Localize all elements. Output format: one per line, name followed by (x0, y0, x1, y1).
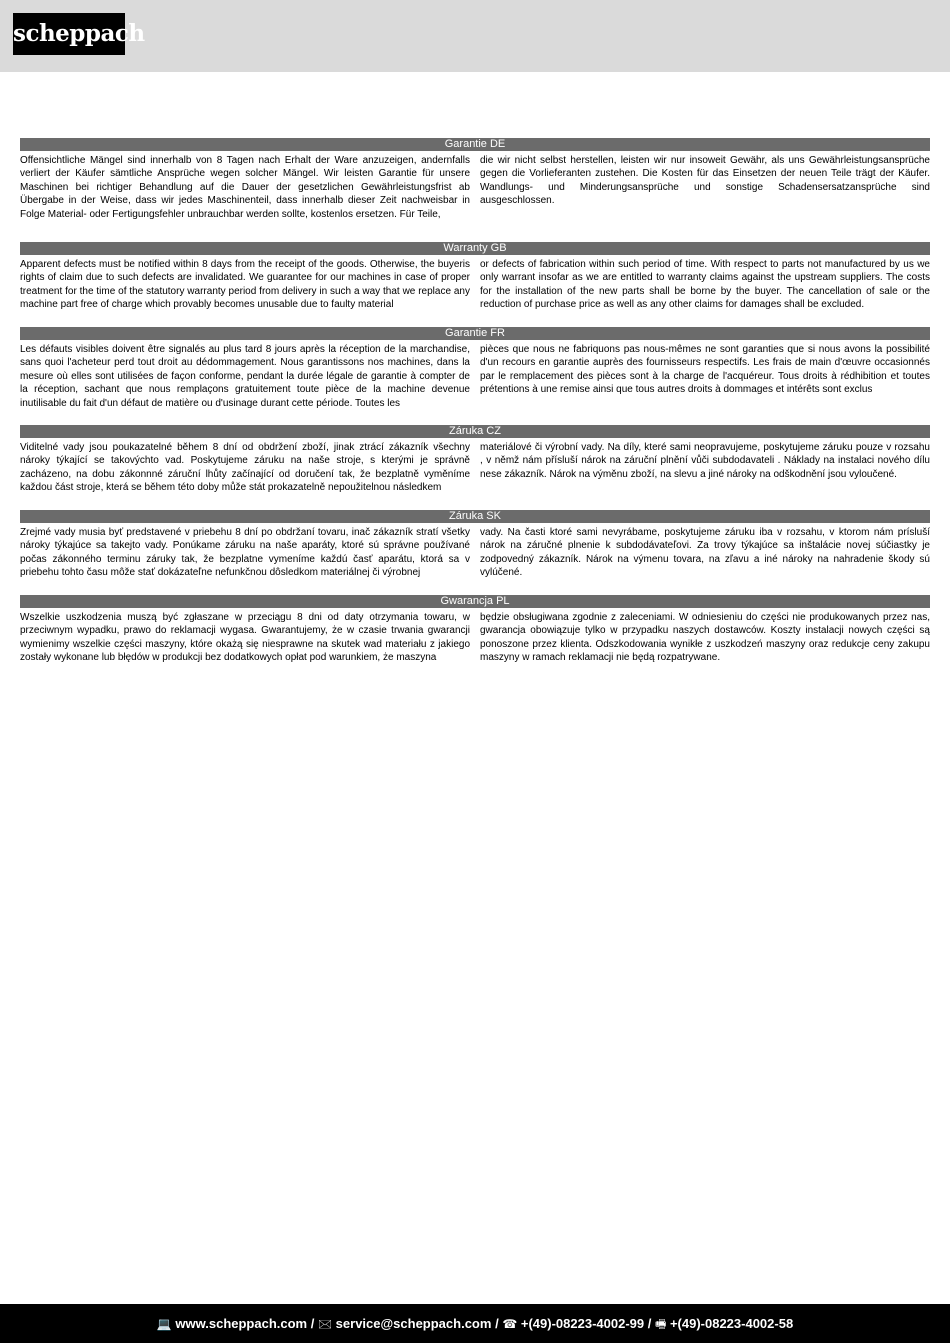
section-body (20, 526, 930, 580)
section-text-left: Offensichtliche Mängel sind innerhalb von 8 Tagen nach Erhalt der Ware anzuzeigen, andernfalls verliert der Käufer sämtliche Ansprüche wegen solcher Mängel. Wir leisten Garantie für unsere Maschinen bei richtiger Behandlung auf die Dauer der gesetzlichen Gewährleistungsfrist ab Übergabe in der Weise, dass wir jedes Maschinenteil, dass innerhalb dieser Zeit nachweisbar in Folge Material- oder Fertigungsfehler unbrauchbar werden sollte, kostenlos ersetzen. Für Teile, (20, 155, 470, 220)
email-link[interactable]: service@scheppach.com (335, 1316, 492, 1331)
section-body (20, 258, 930, 312)
fax-number: +(49)-08223-4002-58 (669, 1316, 794, 1331)
section-text-left: Apparent defects must be notified within 8 days from the receipt of the goods. Otherwise, the buyeris rights of claim due to such defects are invalidated. We guarantee for our machines in case of proper treatment for the time of the statutory warranty period from delivery in such a way that we replace any machine part free of charge which provably becomes unusable due to faulty material (20, 259, 470, 311)
section-title: Warranty GB (20, 242, 930, 255)
section-title: Garantie FR (20, 327, 930, 340)
section-garantie-de (20, 138, 930, 221)
section-text-left: Wszelkie uszkodzenia muszą być zgłaszane w przeciągu 8 dni od daty otrzymania towaru, w przeciwnym wypadku, prawo do reklamacji wygasa. Gwarantujemy, że w czasie trwania gwarancji wymienimy wszelkie części maszyny, które okażą się niesprawne na skutek wad materiału z jakiego zostały wykonane lub błędów w produkcji bez dodatkowych opłat pod warunkiem, że maszyna (20, 612, 470, 664)
section-body (20, 343, 930, 410)
section-title: Záruka CZ (20, 425, 930, 438)
section-zaruka-cz (20, 425, 930, 495)
phone-number[interactable]: +(49)-08223-4002-99 (520, 1316, 645, 1331)
header-band (0, 0, 950, 72)
section-body (20, 154, 930, 221)
scheppach-logo: scheppach (13, 13, 125, 55)
section-text-right: materiálové či výrobní vady. Na díly, které sami neopravujeme, poskytujeme záruku pouze v rozsahu , v němž nám přísluší nárok na záruční plnění vůči subdodavateli . Náklady na instalaci nového dílu nese zákazník. Nárok na výměnu zboží, na slevu a jiné nároky na odškodnění jsou vyloučené. (480, 442, 930, 480)
section-gwarancja-pl (20, 595, 930, 665)
section-title: Gwarancja PL (20, 595, 930, 608)
website-link[interactable]: www.scheppach.com (175, 1316, 308, 1331)
computer-icon: 💻 (156, 1317, 172, 1331)
section-garantie-fr (20, 327, 930, 410)
section-warranty-gb (20, 242, 930, 312)
section-title: Záruka SK (20, 510, 930, 523)
section-body (20, 441, 930, 495)
phone-icon: ☎ (502, 1317, 518, 1331)
section-title: Garantie DE (20, 138, 930, 151)
separator: / (495, 1316, 499, 1331)
fax-icon: 🖷 (655, 1317, 667, 1331)
contact-footer (0, 1304, 950, 1343)
section-text-right: będzie obsługiwana zgodnie z zaleceniami. W odniesieniu do części nie produkowanych przez nas, gwarancja obowiązuje tylko w przypadku naszych dostawców. Koszty instalacji nowych części są ponoszone przez klienta. Odszkodowania wynikłe z uszkodzeń maszyny oraz redukcje ceny zakupu maszyny w ramach reklamacji nie będą rozpatrywane. (480, 612, 930, 664)
separator: / (647, 1316, 652, 1331)
section-text-left: Viditelné vady jsou poukazatelné během 8 dní od obdržení zboží, jinak ztrácí zákazník všechny nároky týkající se takovýchto vad. Poskytujeme záruku na naše stroje, s kterými je správně zacházeno, na dobu zákonnné záruční lhůty začínající od doručení tak, že bezplatně vyměníme každou část stroje, která se během této doby může stát prokazatelně nepoužitelnou následkem (20, 442, 470, 494)
separator: / (310, 1316, 315, 1331)
section-text-right: vady. Na časti ktoré sami nevyrábame, poskytujeme záruku iba v rozsahu, v ktorom nám prísluší nárok na záručné plnenie k subdodávateľovi. Za trovy týkajúce sa inštalácie novej súčiastky je zodpovedný zákazník. Nárok na výmenu tovara, na zľavu a iné nároky na nahradenie škody sú vylúčené. (480, 527, 930, 579)
section-zaruka-sk (20, 510, 930, 580)
section-text-right: die wir nicht selbst herstellen, leisten wir nur insoweit Gewähr, als uns Gewährleistungsansprüche gegen die Vorlieferanten zustehen. Die Kosten für das Einsetzen der neuen Teile trägt der Käufer. Wandlungs- und Minderungsansprüche und sonstige Schadensersatzansprüche sind ausgeschlossen. (480, 155, 930, 207)
section-text-right: or defects of fabrication within such period of time. With respect to parts not manufactured by us we only warrant insofar as we are entitled to warranty claims against the upstream suppliers. The costs for the installation of the new parts shall be borne by the buyer. The cancellation of sale or the reduction of purchase price as well as any other claims for damages shall be excluded. (480, 259, 930, 311)
mail-icon: 🖂 (318, 1317, 333, 1331)
section-text-left: Zrejmé vady musia byť predstavené v priebehu 8 dní po obdržaní tovaru, inač zákazník stratí všetky nároky týkajúce sa takejto vady. Ponúkame záruku na naše aparáty, ktoré sú správne používané počas zákonného terminu záruky tak, že bezplatne vymeníme každú časť aparátu, ktorá sa v priebehu tohto času môže stať dokázateľne nefunkčnou dôsledkom materiálnej či výrobnej (20, 527, 470, 579)
section-text-left: Les défauts visibles doivent être signalés au plus tard 8 jours après la réception de la marchandise, sans quoi l'acheteur perd tout droit au dédommagement. Nous garantissons nos machines, dans la mesure où elles sont utilisées de façon conforme, pendant la durée légale de garantie à compter de la réception, sachant que nous remplaçons gratuitement toute pièce de la machine devenue inutilisable du fait d'un défaut de matière ou d'usinage durant cette période. Toutes les (20, 344, 470, 409)
section-body (20, 611, 930, 665)
section-text-right: pièces que nous ne fabriquons pas nous-mêmes ne sont garanties que si nous avons la possibilité d'un recours en garantie auprès des fournisseurs respectifs. Les frais de main d'œuvre occasionnés par le remplacement des pièces sont à la charge de l'acquéreur. Tous droits à rédhibition et toutes prétentions à une remise ainsi que tous autres droits à dommages et intérêts sont exclus (480, 344, 930, 396)
